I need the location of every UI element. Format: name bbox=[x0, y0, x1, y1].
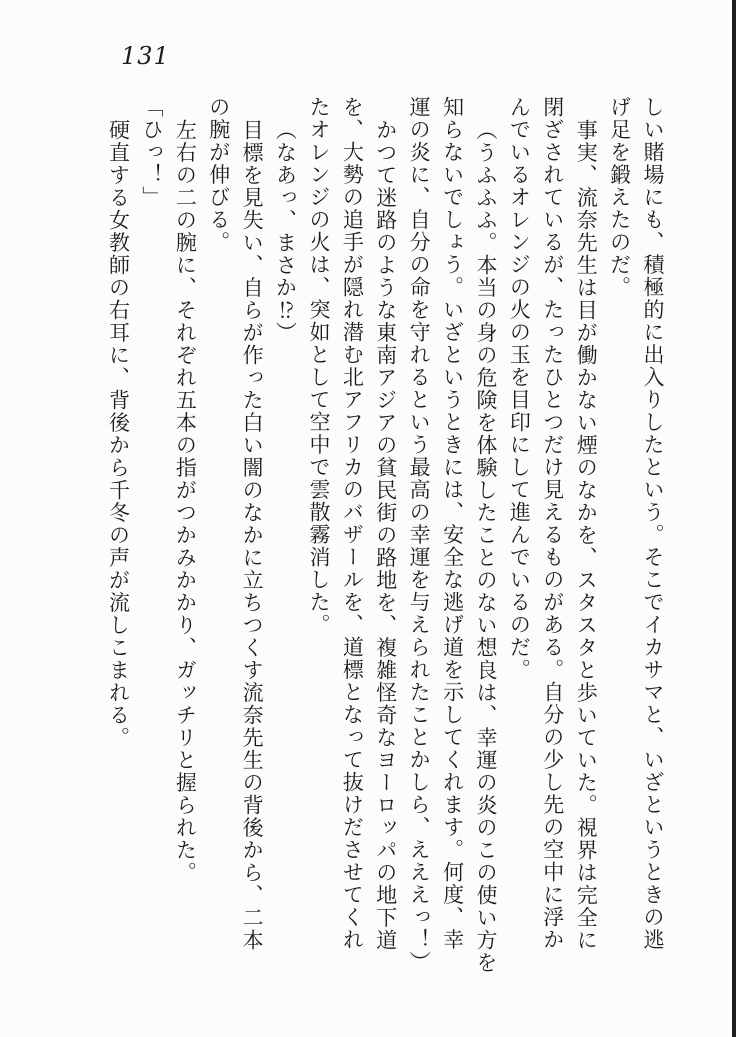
text-column: んでいるオレンジの火の玉を目印にして進んでいるのだ。 bbox=[507, 96, 532, 681]
page-edge-line bbox=[732, 0, 736, 1037]
page-number: 131 bbox=[121, 42, 170, 70]
text-column: 知らないでしょう。いざというときには、安全な逃げ道を示してくれます。何度、幸 bbox=[440, 96, 465, 951]
text-column: 閉ざされているが、たったひとつだけ見えるものがある。自分の少し先の空中に浮か bbox=[540, 96, 565, 951]
text-column: たオレンジの火は、突如として空中で雲散霧消した。 bbox=[306, 96, 331, 636]
text-column: げ足を鍛えたのだ。 bbox=[607, 96, 632, 299]
text-column: （なあっ、まさか⁉） bbox=[273, 119, 298, 344]
text-column: の腕が伸びる。 bbox=[206, 96, 231, 254]
text-column: 目標を見失い、自らが作った白い闇のなかに立ちつくす流奈先生の背後から、二本 bbox=[240, 119, 265, 952]
text-column: 運の炎に、自分の命を守れるという最高の幸運を与えられたことかしら、えええっ！） bbox=[407, 96, 432, 974]
text-column: 事実、流奈先生は目が働かない煙のなかを、スタスタと歩いていた。視界は完全に bbox=[574, 119, 599, 952]
vertical-text-block bbox=[101, 96, 669, 1014]
text-column: を、大勢の追手が隠れ潜む北アフリカのバザールを、道標となって抜けださせてくれ bbox=[340, 96, 365, 951]
text-column: 硬直する女教師の右耳に、背後から千冬の声が流しこまれる。 bbox=[106, 119, 131, 749]
text-column: 左右の二の腕に、それぞれ五本の指がつかみかかり、ガッチリと握られた。 bbox=[173, 119, 198, 884]
text-column: かつて迷路のような東南アジアの貧民街の路地を、複雑怪奇なヨーロッパの地下道 bbox=[373, 119, 398, 952]
text-column: 「ひっ！」 bbox=[139, 96, 164, 209]
text-column: しい賭場にも、積極的に出入りしたという。そこでイカサマと、いざというときの逃 bbox=[641, 96, 665, 951]
text-column: （うふふふ。本当の身の危険を体験したことのない想良は、幸運の炎のこの使い方を bbox=[473, 119, 498, 974]
